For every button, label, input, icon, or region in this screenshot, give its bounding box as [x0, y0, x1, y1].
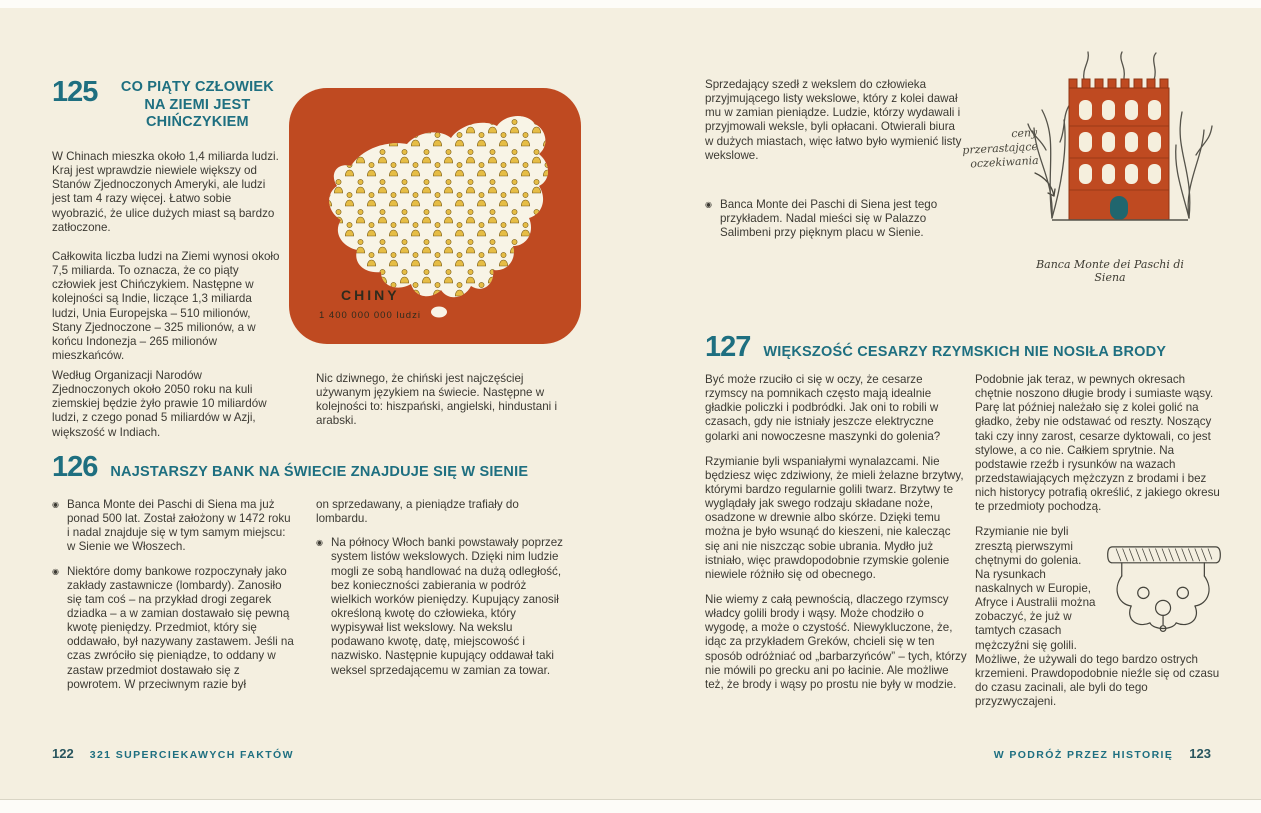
scan-edge-top: [0, 0, 1261, 8]
handwritten-annotation: ceny przerastające oczekiwania: [962, 125, 1039, 170]
china-map-svg: [289, 88, 581, 344]
section-title: W PODRÓŻ PRZEZ HISTORIĘ: [993, 749, 1174, 761]
fact-126-bullet-text: Niektóre domy bankowe rozpoczynały jako zakłady zastawnicze (lombardy). Zanosiło się tam coś – na przykład drogi zegarek dziadka – a w zamian dostawało się pewną kwotę pieniędzy. Przedmiot, który się oddawało, był nazywany zastawem. Jeśli na czas zwróciło się pieniądze, to oddany w zastaw przedmiot dostawało się z powrotem. W przeciwnym razie był: [66, 564, 294, 691]
fact-126-number: 126: [52, 451, 98, 483]
fact-127-header: [705, 333, 1166, 362]
building-door: [1110, 196, 1128, 220]
fact-126-header: [52, 453, 528, 482]
fact-125-paragraph: Całkowita liczba ludzi na Ziemi wynosi około 7,5 miliarda. To oznacza, że co piąty człowiek jest Chińczykiem. Następne w kolejności są Indie, liczące 1,3 miliarda ludzi, Unia Europejska – 510 milionów, Stany Zjednoczone – 325 milionów, a w końcu Indonezja – 265 milionów mieszkańców.: [52, 250, 280, 362]
bullet-icon: ◉: [316, 538, 323, 548]
china-map-illustration: [289, 88, 581, 349]
fact-125-paragraph: W Chinach mieszka około 1,4 miliarda ludzi. Kraj jest wprawdzie niewiele większy od Stanów Zjednoczonych Ameryki, ale ludzi jest tam 4 razy więcej. Łatwo sobie wyobrazić, że ulice dużych miast są bardzo zatłoczone.: [52, 150, 279, 234]
fact-127-paragraph: Nie wiemy z całą pewnością, dlaczego rzymscy władcy golili brody i wąsy. Może chodziło o wygodę, a może o czystość. Niewykluczone, że, idąc za przykładem Greków, chcieli się w ten sposób odróżniać od „barbarzyńców” – tych, którzy nie mówili po grecku ani po łacinie. Ale możliwe też, że brody i wąsy po prostu nie były w modzie.: [705, 592, 967, 691]
hainan-island: [431, 307, 447, 318]
left-page-number: 122: [52, 746, 74, 761]
right-page-number: 123: [1189, 746, 1211, 761]
building-body: [1052, 79, 1188, 220]
fact-126-bullet-text: Na północy Włoch banki powstawały poprzez system listów wekslowych. Dzięki nim ludzie mogli ze sobą handlować na dużą odległość, bez konieczności zabierania w podróż wielkich worków pieniędzy. Kupujący zanosił określoną kwotę do człowieka, który wypisywał list wekslowy. Na wekslu podawano kwotę, datę, miejscowość i nazwisko. Następnie kupujący oddawał taki weksel sprzedającemu w zamian za towar.: [330, 536, 563, 677]
fact-125-title: CO PIĄTY CZŁOWIEK NA ZIEMI JEST CHIŃCZYKIEM: [120, 79, 274, 131]
book-title: 321 SUPERCIEKAWYCH FAKTÓW: [89, 749, 294, 761]
fact-125-number: 125: [52, 76, 98, 108]
fact-125-paragraph: Według Organizacji Narodów Zjednoczonych około 2050 roku na kuli ziemskiej będzie żyło prawie 10 miliardów ludzi, z czego ponad 5 miliardów w Azji, większość w Indiach.: [52, 369, 267, 439]
fact-125-side-note: Nic dziwnego, że chiński jest najczęściej używanym językiem na świecie. Następne w kolejności to: hiszpański, angielski, hindustani i arabski.: [316, 372, 558, 428]
china-population-label: 1 400 000 000 ludzi: [319, 310, 421, 321]
fact-127-paragraph: Rzymianie nie byli zresztą pierwszymi chętnymi do golenia. Na rysunkach naskalnych w Europie, Afryce i Australii można zobaczyć, że już w tamtych czasach mężczyźni się golili. Możliwe, że używali do tego bardzo ostrych krzemieni. Prawdopodobnie nieźle się od czasu do czasu zacinali, ale byli do tego przyzwyczajeni.: [975, 525, 1220, 709]
bullet-icon: ◉: [705, 200, 712, 209]
roman-razor-illustration: [1103, 527, 1225, 639]
list-item: [316, 536, 564, 677]
fact-127-paragraph: Być może rzuciło ci się w oczy, że cesarze rzymscy na pomnikach często mają idealnie gładkie policzki i podbródki. Jak oni to robili w czasach, gdy nie istniały jeszcze elektryczne golarki ani nowoczesne maszynki do golenia?: [705, 373, 941, 443]
list-item: [52, 565, 294, 692]
bullet-icon: ◉: [52, 500, 59, 509]
list-item: [52, 498, 294, 555]
left-page-footer: [52, 746, 294, 761]
china-country-label: CHINY: [341, 287, 400, 303]
roman-razor-svg: [1103, 527, 1225, 639]
list-item: [705, 198, 967, 240]
fact-127-column-1: [705, 373, 967, 692]
fact-125-header: [52, 78, 284, 132]
right-page-footer: [994, 746, 1211, 761]
fact-127-paragraph-with-illustration: [975, 525, 1225, 709]
fact-126-bullet-text: Banca Monte dei Paschi di Siena jest tego przykładem. Nadal mieści się w Palazzo Salimbeni przy pięknym placu w Sienie.: [719, 198, 938, 240]
fact-127-column-2: [975, 373, 1225, 709]
fact-126-bullet-text: Banca Monte dei Paschi di Siena ma już ponad 500 lat. Został założony w 1472 roku i nadal znajduje się w tym samym miejscu: w Sienie we Włoszech.: [66, 498, 291, 554]
fact-126-continuation-text: on sprzedawany, a pieniądze trafiały do lombardu.: [316, 498, 519, 526]
fact-126-continuation-paragraph: Sprzedający szedł z wekslem do człowieka przyjmującego listy wekslowe, który z kolei dawał mu w zamian pieniądze. Ludzie, którzy wydawali i przyjmowali weksle, byli opłacani. Otwierali biura w dużych miastach, więc łatwo było wymienić listy wekslowe.: [705, 78, 962, 162]
scan-edge-bottom: [0, 799, 1261, 813]
fact-126-column-2: [316, 498, 564, 678]
fact-127-title: WIĘKSZOŚĆ CESARZY RZYMSKICH NIE NOSIŁA BRODY: [763, 344, 1167, 360]
fact-127-paragraph: Rzymianie byli wspaniałymi wynalazcami. Nie będziesz więc zdziwiony, że mieli żelazne brzytwy, którymi bardzo regularnie golili twarz. Brzytwy te wyglądały jak swego rodzaju składane noże, osadzone w drewnie albo skórze. Dzięki temu można je było wsunąć do kieszeni, nie kalecząc się ani nie niszcząc sobie ubrania. Mydło już istniało, więc prawdopodobnie rzymskie golenie niewiele różniło się od obecnego.: [705, 454, 964, 581]
palazzo-building-svg: [1024, 50, 1214, 250]
illustration-caption: Banca Monte dei Paschi di Siena: [1036, 258, 1184, 284]
fact-126-title: NAJSTARSZY BANK NA ŚWIECIE ZNAJDUJE SIĘ W SIENIE: [110, 464, 529, 480]
palazzo-salimbeni-illustration: [958, 50, 1218, 282]
bullet-icon: ◉: [52, 566, 59, 576]
fact-127-number: 127: [705, 331, 751, 363]
fact-127-paragraph: Podobnie jak teraz, w pewnych okresach chętnie noszono długie brody i sumiaste wąsy. Parę lat później należało się z kolei golić na gładko, żeby nie odstawać od reszty. Noszący taki czy inny zarost, cesarze dyktowali, co jest stylowe, a co nie. Całkiem sprytnie. Na podstawie rzeźb i rysunków na wazach przedstawiających mężczyzn z brodami i bez nich historycy potrafią określić, z jakiego okresu te przedmioty pochodzą.: [975, 373, 1220, 514]
fact-126-column-1: [52, 498, 294, 692]
